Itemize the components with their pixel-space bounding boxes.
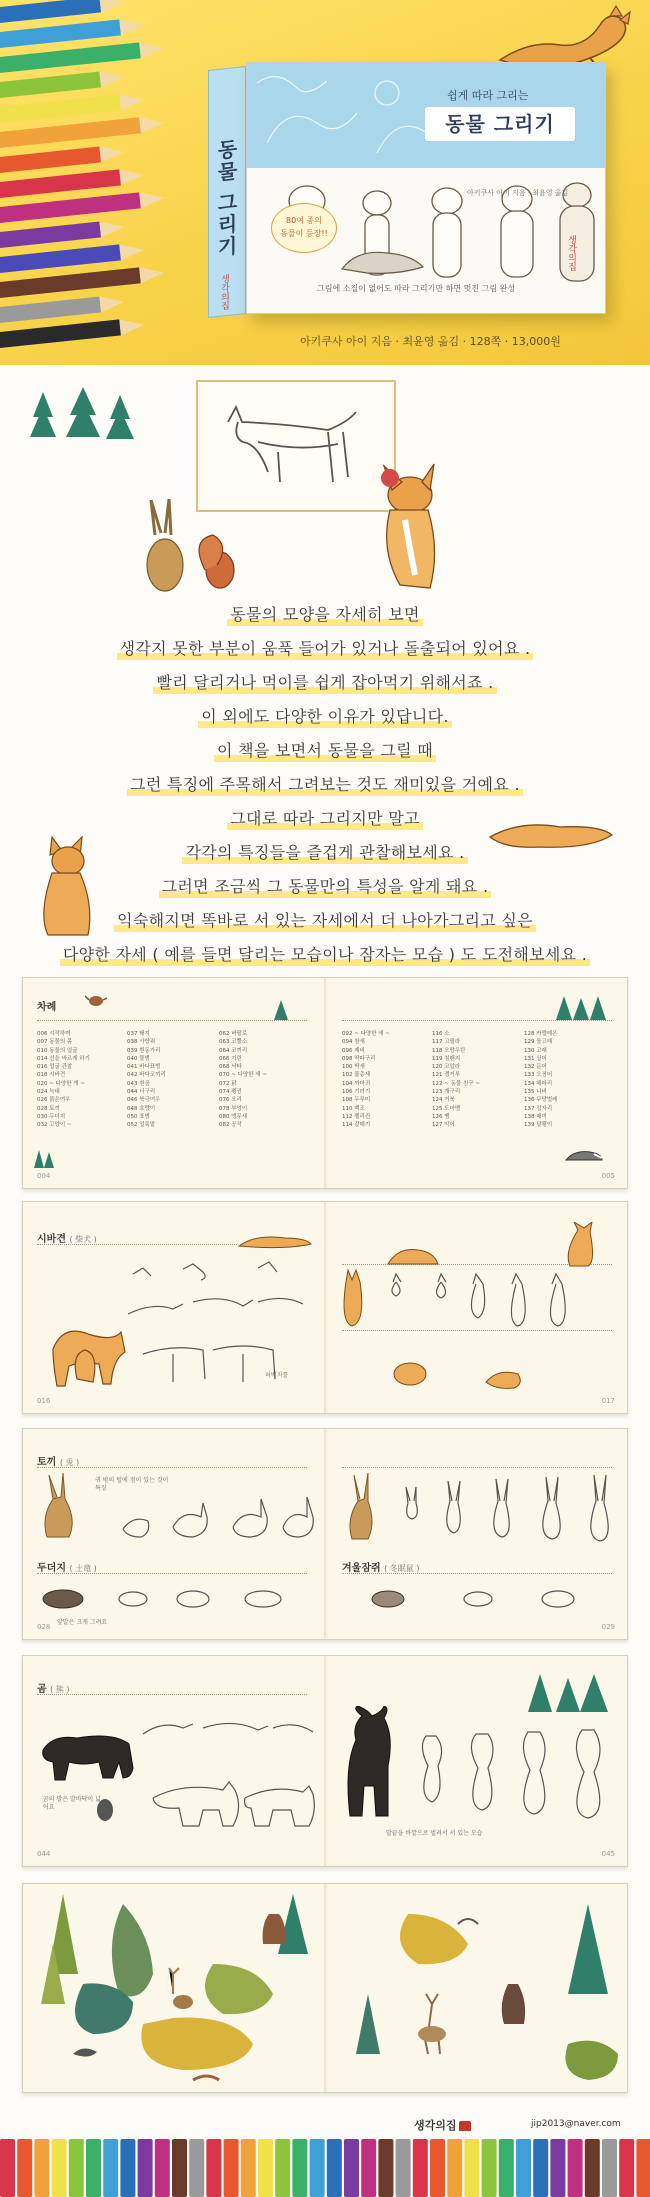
shiba-left-page bbox=[23, 1202, 324, 1413]
crayon bbox=[0, 2139, 15, 2197]
toc-entry: 038 사향쥐 bbox=[127, 1039, 156, 1046]
crayon bbox=[155, 2139, 170, 2197]
toc-entry: 121 캥거루 bbox=[432, 1072, 461, 1079]
hamster-heading-text: 겨울잠쥐 bbox=[342, 1563, 381, 1574]
toc-entry: 120 코알라 bbox=[432, 1064, 461, 1071]
toc-entry: 007 동물의 몸 bbox=[37, 1039, 73, 1046]
page-number: 044 bbox=[37, 1850, 51, 1858]
toc-entry: 112 펠리컨 bbox=[342, 1113, 371, 1120]
toc-entry: 136 무당벌레 bbox=[524, 1097, 558, 1104]
crayon bbox=[69, 2139, 84, 2197]
spine-title: 동물 그리기 bbox=[214, 137, 238, 260]
toc-entry: 039 흰동가리 bbox=[127, 1047, 161, 1054]
section-divider bbox=[342, 1573, 612, 1574]
pine-tree-icon bbox=[273, 1000, 289, 1022]
corgi-painting-illustration bbox=[360, 450, 460, 600]
bear-heading-sub: ( 熊 ) bbox=[50, 1685, 70, 1694]
rabbit-note: 귀 밖의 털에 점이 있는 것이 특징 bbox=[95, 1477, 169, 1492]
pencil-tip bbox=[119, 17, 145, 35]
cover-subtitle: 쉽게 따라 그리는 bbox=[447, 89, 529, 102]
section-divider bbox=[37, 1694, 307, 1695]
toc-entry: 125 도마뱀 bbox=[432, 1105, 461, 1112]
forest-left-page bbox=[23, 1884, 324, 2092]
page-number: 017 bbox=[601, 1397, 615, 1405]
pencil-tip bbox=[99, 144, 125, 162]
page-number: 004 bbox=[37, 1172, 51, 1180]
shiba-note: 허벅지를 bbox=[265, 1372, 289, 1379]
contact-email[interactable]: jip2013@naver.com bbox=[531, 2119, 621, 2129]
bear-right-page bbox=[328, 1656, 628, 1866]
pencil-body bbox=[0, 222, 101, 252]
section-divider bbox=[342, 1467, 612, 1468]
pencil-body bbox=[0, 147, 101, 177]
publisher-logo-text: 생각의집 bbox=[414, 2119, 457, 2132]
crayon bbox=[52, 2139, 67, 2197]
crayon bbox=[224, 2139, 239, 2197]
toc-column-6 bbox=[524, 1030, 558, 1130]
mole-note: 앞발은 크게 그려요 bbox=[57, 1619, 108, 1626]
pencil-body bbox=[0, 0, 101, 26]
book-3d-cover bbox=[208, 34, 608, 316]
crayon bbox=[516, 2139, 531, 2197]
pencil-tip bbox=[139, 40, 165, 58]
rabbit-heading-sub: ( 兎 ) bbox=[59, 1458, 80, 1467]
toc-entry: 050 표범 bbox=[127, 1113, 150, 1120]
toc-entry: 076 오리 bbox=[219, 1097, 242, 1104]
shiba-lying-icon bbox=[235, 1230, 315, 1250]
toc-entry: 092 ~ 다양한 새 ~ bbox=[342, 1031, 390, 1037]
crayon bbox=[189, 2139, 204, 2197]
page-number: 029 bbox=[601, 1623, 615, 1631]
crayon bbox=[361, 2139, 376, 2197]
colored-pencils-border bbox=[0, 2135, 650, 2197]
toc-entry: 110 백조 bbox=[342, 1105, 365, 1112]
toc-entry: 068 낙타 bbox=[219, 1064, 242, 1071]
intro-line-text: 이 책을 보면서 동물을 그릴 때 bbox=[214, 739, 436, 762]
crayon bbox=[292, 2139, 307, 2197]
intro-line-text: 그런 특징에 주목해서 그려보는 것도 재미있을 거예요 . bbox=[127, 773, 523, 796]
pencil-tip bbox=[119, 317, 145, 335]
intro-line bbox=[0, 802, 650, 836]
cover-title: 동물 그리기 bbox=[425, 107, 575, 141]
toc-entry: 010 동물의 얼굴 bbox=[37, 1047, 78, 1054]
toc-entry: 028 토끼 bbox=[37, 1105, 60, 1112]
pencil-tip bbox=[139, 265, 165, 283]
intro-line-text: 다양한 자세 ( 예를 들면 달리는 모습이나 잠자는 모습 ) 도 도전해보세요 . bbox=[60, 943, 590, 966]
crayon bbox=[447, 2139, 462, 2197]
crayon bbox=[120, 2139, 135, 2197]
crayon bbox=[619, 2139, 634, 2197]
rabbit-front-sketches bbox=[338, 1473, 623, 1543]
crayon bbox=[585, 2139, 600, 2197]
toc-heading: 차례 bbox=[37, 1002, 57, 1013]
pencil-tip bbox=[119, 242, 145, 260]
pencil-tip bbox=[119, 167, 145, 185]
seal-illustration bbox=[337, 241, 427, 277]
rabbit-squirrel-illustration bbox=[135, 495, 255, 595]
book-front-cover bbox=[246, 62, 606, 314]
intro-line-text: 동물의 모양을 자세히 보면 bbox=[227, 603, 422, 626]
toc-entry: 102 물총새 bbox=[342, 1072, 371, 1079]
hamster-heading-sub: ( 冬眠鼠 ) bbox=[384, 1564, 420, 1573]
toc-entry: 074 펭귄 bbox=[219, 1089, 242, 1096]
intro-line bbox=[0, 836, 650, 870]
pine-trees-illustration bbox=[28, 387, 138, 447]
publisher-logo[interactable] bbox=[414, 2117, 471, 2133]
crayon bbox=[499, 2139, 514, 2197]
toc-column-4 bbox=[342, 1030, 390, 1130]
intro-line-text: 빨리 달리거나 먹이를 쉽게 잡아먹기 위해서죠 . bbox=[153, 671, 496, 694]
toc-entry: 138 매미 bbox=[524, 1113, 547, 1120]
mole-heading-text: 두더지 bbox=[37, 1563, 66, 1574]
toc-entry: 063 코뿔소 bbox=[219, 1039, 248, 1046]
toc-entry: 131 상어 bbox=[524, 1055, 547, 1062]
shiba-heading-sub: ( 柴犬 ) bbox=[69, 1235, 97, 1244]
pencil-tip bbox=[99, 294, 125, 312]
hamster-steps-sketches bbox=[338, 1579, 623, 1619]
toc-entry: 040 물범 bbox=[127, 1055, 150, 1062]
toc-entry: 032 고양이 ~ bbox=[37, 1122, 72, 1129]
rabbit-steps-sketches bbox=[33, 1469, 318, 1549]
toc-entry: 104 까마귀 bbox=[342, 1080, 371, 1087]
intro-line-text: 각각의 특징들을 즐겁게 관찰해보세요 . bbox=[182, 841, 467, 864]
toc-entry: 006 시작하며 bbox=[37, 1031, 71, 1037]
bear-heading-text: 곰 bbox=[37, 1684, 47, 1695]
cover-badge bbox=[271, 203, 337, 253]
crayon bbox=[464, 2139, 479, 2197]
intro-section bbox=[0, 365, 650, 965]
toc-column-3 bbox=[219, 1030, 267, 1130]
intro-line-text: 그대로 따라 그리지만 말고 bbox=[227, 807, 422, 830]
crayon bbox=[396, 2139, 411, 2197]
section-divider bbox=[37, 1467, 307, 1468]
pencil-tip bbox=[119, 92, 145, 110]
crayon bbox=[568, 2139, 583, 2197]
pencil-body bbox=[0, 42, 141, 76]
rabbit-left-page bbox=[23, 1429, 324, 1639]
toc-entry: 066 기린 bbox=[219, 1055, 242, 1062]
toc-entry: 094 참새 bbox=[342, 1039, 365, 1046]
toc-entry: 026 붉은여우 bbox=[37, 1097, 71, 1104]
toc-entry: 108 두루미 bbox=[342, 1097, 371, 1104]
pencil-tip bbox=[99, 69, 125, 87]
bear-standing-sketches bbox=[338, 1706, 623, 1836]
toc-entry: 106 기러기 bbox=[342, 1089, 371, 1096]
pine-trees-icon bbox=[33, 1150, 55, 1170]
bear-heading bbox=[37, 1680, 69, 1695]
pencil-body bbox=[0, 297, 101, 327]
toc-entry: 096 제비 bbox=[342, 1047, 365, 1054]
page-number: 005 bbox=[601, 1172, 615, 1180]
bear-paw-note: 곰의 발은 발바닥이 넓어요 bbox=[43, 1796, 101, 1811]
toc-entry: 123 개구리 bbox=[432, 1089, 461, 1096]
shiba-right-page bbox=[328, 1202, 628, 1413]
toc-column-2 bbox=[127, 1030, 166, 1130]
toc-entry: 037 돼지 bbox=[127, 1031, 150, 1037]
toc-entry: 127 악어 bbox=[432, 1122, 455, 1129]
crayon bbox=[17, 2139, 32, 2197]
page-number: 016 bbox=[37, 1397, 51, 1405]
hero-banner bbox=[0, 0, 650, 365]
toc-entry: 014 선을 바르게 하기 bbox=[37, 1055, 90, 1062]
pencil-body bbox=[0, 72, 101, 102]
crayon bbox=[138, 2139, 153, 2197]
crayon bbox=[378, 2139, 393, 2197]
crayon bbox=[636, 2139, 650, 2197]
intro-line-text: 익숙해지면 똑바로 서 있는 자세에서 더 나아가그리고 싶은 bbox=[114, 909, 536, 932]
shiba-heading-text: 시바견 bbox=[37, 1234, 66, 1245]
crayon bbox=[86, 2139, 101, 2197]
cover-publisher: 생각의집 bbox=[566, 235, 576, 271]
rabbit-heading-text: 토끼 bbox=[37, 1457, 57, 1468]
intro-line bbox=[0, 870, 650, 904]
crayon bbox=[533, 2139, 548, 2197]
crayon bbox=[550, 2139, 565, 2197]
toc-entry: 052 얼룩말 bbox=[127, 1122, 156, 1129]
toc-entry: 132 문어 bbox=[524, 1064, 547, 1071]
toc-entry: 139 달팽이 bbox=[524, 1122, 553, 1129]
crayon bbox=[103, 2139, 118, 2197]
crayon bbox=[275, 2139, 290, 2197]
toc-entry: 020 ~ 다양한 개 ~ bbox=[37, 1080, 85, 1087]
crayon bbox=[430, 2139, 445, 2197]
toc-entry: 062 버팔로 bbox=[219, 1031, 248, 1037]
crayon bbox=[327, 2139, 342, 2197]
toc-entry: 030 두더지 bbox=[37, 1113, 66, 1120]
crayon bbox=[310, 2139, 325, 2197]
intro-paragraph bbox=[0, 598, 650, 972]
crayon bbox=[413, 2139, 428, 2197]
toc-entry: 018 시바견 bbox=[37, 1072, 66, 1079]
toc-entry: 128 카멜레온 bbox=[524, 1031, 558, 1037]
intro-line bbox=[0, 666, 650, 700]
shiba-front-sketches bbox=[338, 1222, 623, 1402]
toc-divider bbox=[37, 1020, 307, 1021]
pencil-tip bbox=[139, 115, 165, 133]
rabbit-right-page bbox=[328, 1429, 628, 1639]
forest-scene-illustration bbox=[328, 1884, 628, 2093]
toc-right-page bbox=[328, 978, 628, 1188]
toc-column-5 bbox=[432, 1030, 480, 1130]
crayon bbox=[172, 2139, 187, 2197]
spread-rabbit-mole bbox=[22, 1428, 628, 1640]
cover-author: 아키쿠사 아이 지음 · 최윤영 옮김 bbox=[467, 189, 569, 197]
bird-icon bbox=[85, 992, 107, 1008]
spread-forest-scene bbox=[22, 1883, 628, 2093]
toc-entry: 043 흰곰 bbox=[127, 1080, 150, 1087]
pencil-tip bbox=[99, 0, 125, 12]
spread-bear bbox=[22, 1655, 628, 1867]
toc-entry: 078 부엉이 bbox=[219, 1105, 248, 1112]
mole-steps-sketches bbox=[33, 1579, 318, 1619]
toc-divider bbox=[342, 1020, 612, 1021]
intro-line bbox=[0, 904, 650, 938]
toc-entry: 082 공작 bbox=[219, 1122, 242, 1129]
cover-tagline: 그림에 소질이 없어도 따라 그리기만 하면 멋진 그림 완성 bbox=[317, 284, 516, 293]
toc-entry: 129 돌고래 bbox=[524, 1039, 553, 1046]
toc-entry: 098 딱따구리 bbox=[342, 1055, 376, 1062]
intro-line bbox=[0, 734, 650, 768]
page-number: 045 bbox=[601, 1850, 615, 1858]
toc-entry: 130 고래 bbox=[524, 1047, 547, 1054]
bear-stand-note: 발끝을 바깥으로 벌려서 서 있는 모습 bbox=[386, 1830, 483, 1837]
page-number: 028 bbox=[37, 1623, 51, 1631]
toc-entry: 126 뱀 bbox=[432, 1113, 450, 1120]
pencil-body bbox=[0, 267, 141, 301]
forest-scene-illustration bbox=[23, 1884, 324, 2093]
badger-icon bbox=[564, 1148, 604, 1164]
toc-entry: 070 ~ 다양한 새 ~ bbox=[219, 1072, 267, 1079]
toc-entry: 135 나비 bbox=[524, 1089, 547, 1096]
crayon bbox=[602, 2139, 617, 2197]
toc-entry: 118 오랑우탄 bbox=[432, 1047, 466, 1054]
intro-line bbox=[0, 700, 650, 734]
spread-table-of-contents bbox=[22, 977, 628, 1189]
pencil-body bbox=[0, 117, 141, 151]
toc-entry: 042 바다코끼리 bbox=[127, 1072, 166, 1079]
forest-right-page bbox=[328, 1884, 628, 2092]
toc-entry: 048 호랑이 bbox=[127, 1105, 156, 1112]
crayon bbox=[34, 2139, 49, 2197]
pencil-body bbox=[0, 319, 121, 351]
intro-line-text: 이 외에도 다양한 이유가 있답니다. bbox=[198, 705, 452, 728]
hamster-heading bbox=[342, 1559, 419, 1574]
section-divider bbox=[37, 1244, 237, 1245]
crayon bbox=[258, 2139, 273, 2197]
toc-entry: 072 닭 bbox=[219, 1080, 237, 1087]
book-info-line: 아키쿠사 아이 지음 · 최윤영 옮김 · 128쪽 · 13,000원 bbox=[300, 335, 561, 348]
rabbit-heading bbox=[37, 1453, 79, 1468]
crayon bbox=[344, 2139, 359, 2197]
crayon bbox=[241, 2139, 256, 2197]
crayon bbox=[206, 2139, 221, 2197]
badge-line-2: 동물이 등장!! bbox=[280, 229, 328, 238]
badge-line-1: 80여 종의 bbox=[286, 216, 322, 225]
toc-entry: 124 거북 bbox=[432, 1097, 455, 1104]
section-divider bbox=[37, 1573, 307, 1574]
intro-line bbox=[0, 768, 650, 802]
toc-entry: 046 북극여우 bbox=[127, 1097, 161, 1104]
toc-entry: 114 갈매기 bbox=[342, 1122, 371, 1129]
intro-line-text: 그러면 조금씩 그 동물만의 특성을 알게 돼요 . bbox=[159, 875, 492, 898]
colored-pencils-illustration bbox=[0, 0, 190, 365]
toc-entry: 024 늑대 bbox=[37, 1089, 60, 1096]
toc-entry: 137 잠자리 bbox=[524, 1105, 553, 1112]
pencil-tip bbox=[99, 219, 125, 237]
house-icon bbox=[459, 2121, 471, 2131]
spine-publisher: 생각의집 bbox=[219, 273, 229, 311]
pencil-tip bbox=[139, 190, 165, 208]
pencil-body bbox=[0, 192, 141, 226]
bear-steps-sketches bbox=[33, 1698, 318, 1848]
toc-entry: 117 고릴라 bbox=[432, 1039, 461, 1046]
toc-column-1 bbox=[37, 1030, 90, 1130]
toc-left-page bbox=[23, 978, 324, 1188]
intro-line bbox=[0, 598, 650, 632]
toc-entry: 016 얼굴 관찰 bbox=[37, 1064, 73, 1071]
toc-entry: 134 해파리 bbox=[524, 1080, 553, 1087]
toc-entry: 064 코끼리 bbox=[219, 1047, 248, 1054]
toc-entry: 044 너구리 bbox=[127, 1089, 156, 1096]
toc-entry: 080 앵무새 bbox=[219, 1113, 248, 1120]
toc-entry: 119 침팬지 bbox=[432, 1055, 461, 1062]
toc-entry: 122 ~ 동물 친구 ~ bbox=[432, 1080, 480, 1087]
intro-line-text: 생각지 못한 부분이 움푹 들어가 있거나 돌출되어 있어요 . bbox=[117, 637, 534, 660]
intro-line bbox=[0, 938, 650, 972]
spread-shiba bbox=[22, 1201, 628, 1414]
mole-heading-sub: ( 土竜 ) bbox=[69, 1564, 97, 1573]
pine-trees-icon bbox=[556, 996, 606, 1022]
shiba-heading bbox=[37, 1230, 97, 1245]
toc-entry: 041 바다표범 bbox=[127, 1064, 161, 1071]
toc-entry: 100 박새 bbox=[342, 1064, 365, 1071]
intro-line bbox=[0, 632, 650, 666]
toc-entry: 133 오징어 bbox=[524, 1072, 553, 1079]
crayon bbox=[482, 2139, 497, 2197]
mole-heading bbox=[37, 1559, 97, 1574]
toc-entry: 116 소 bbox=[432, 1031, 450, 1037]
book-spine bbox=[208, 66, 246, 318]
bear-left-page bbox=[23, 1656, 324, 1866]
